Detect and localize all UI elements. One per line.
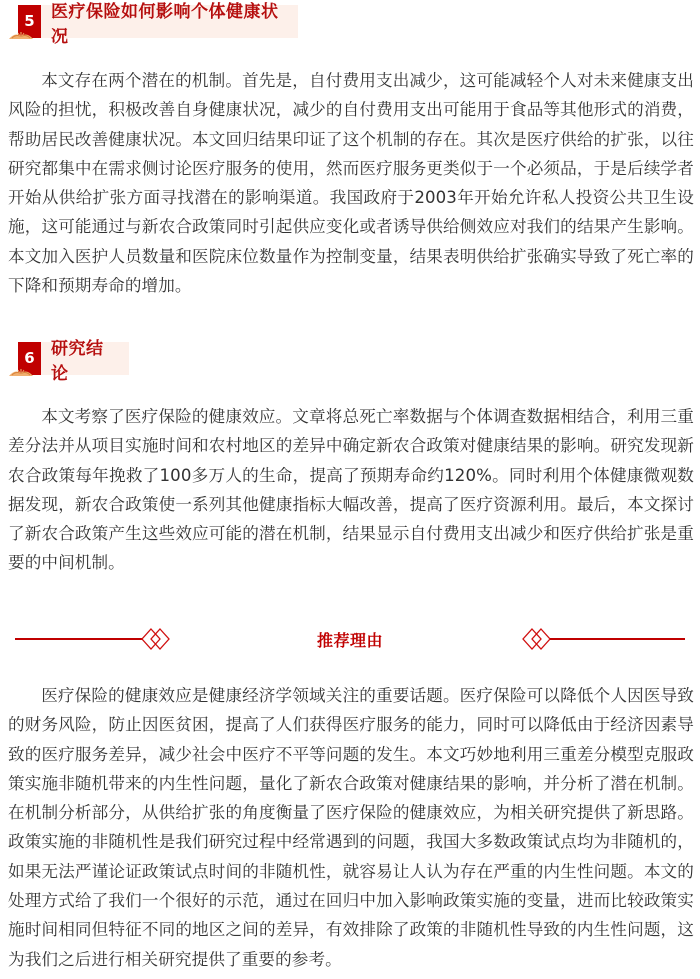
recommendation-paragraph: 医疗保险的健康效应是健康经济学领域关注的重要话题。医疗保险可以降低个人因医导致的财务风险，防止因医贫困，提高了人们获得医疗服务的能力，同时可以降低由于经济因素导致的医疗服务差异，减少社会中医疗不平等问题的发生。本文巧妙地利用三重差分模型克服政策实施非随机带来的内生性问题，量化了新农合政策对健康结果的影响，并分析了潜在机制。在机制分析部分，从供给扩张的角度衡量了医疗保险的健康效应，为相关研究提供了新思路。政策实施的非随机性是我们研究过程中经常遇到的问题，我国大多数政策试点均为非随机的，如果无法严谨论证政策试点时间的非随机性，就容易让人认为存在严重的内生性问题。本文的处理方式给了我们一个很好的示范，通过在回归中加入影响政策实施的变量，进而比较政策实施时间相同但特征不同的地区之间的差异，有效排除了政策的非随机性导致的内生性问题，这为我们之后进行相关研究提供了重要的参考。 (8, 686, 694, 969)
recommendation-title: 推荐理由 (316, 630, 383, 650)
recommendation-divider (15, 622, 685, 656)
double-diamond-icon (522, 626, 552, 652)
section-number-badge (18, 5, 41, 38)
section-5-paragraph: 本文存在两个潜在的机制。首先是，自付费用支出减少，这可能减轻个人对未来健康支出风险的担忧，积极改善自身健康状况，减少的自付费用支出可能用于食品等其他形式的消费，帮助居民改善健康状况。本文回归结果印证了这个机制的存在。其次是医疗供给的扩张，以往研究都集中在需求侧讨论医疗服务的使用，然而医疗服务更类似于一个必须品，于是后续学者开始从供给扩张方面寻找潜在的影响渠道。我国政府于2003年开始允许私人投资公共卫生设施，这可能通过与新农合政策同时引起供应变化或者诱导供给侧效应对我们的结果产生影响。本文加入医护人员数量和医院床位数量作为控制变量，结果表明供给扩张确实导致了死亡率的下降和预期寿命的增加。 (8, 71, 694, 296)
section-5-header (18, 1, 298, 47)
open-book-icon (8, 365, 34, 377)
section-number: 5 (24, 11, 35, 30)
divider-line-right (550, 638, 685, 640)
section-title: 研究结论 (41, 342, 129, 375)
section-6-paragraph: 本文考察了医疗保险的健康效应。文章将总死亡率数据与个体调查数据相结合，利用三重差分法并从项目实施时间和农村地区的差异中确定新农合政策对健康结果的影响。研究发现新农合政策每年挽救了100多万人的生命，提高了预期寿命约120%。同时利用个体健康微观数据发现，新农合政策使一系列其他健康指标大幅改善，提高了医疗资源利用。最后，本文探讨了新农合政策产生这些效应可能的潜在机制，结果显示自付费用支出减少和医疗供给扩张是重要的中间机制。 (8, 407, 694, 573)
section-number-badge (18, 342, 41, 375)
section-title: 医疗保险如何影响个体健康状况 (41, 5, 298, 38)
section-number: 6 (24, 348, 35, 367)
open-book-icon (8, 28, 34, 40)
section-6-header (18, 338, 129, 384)
